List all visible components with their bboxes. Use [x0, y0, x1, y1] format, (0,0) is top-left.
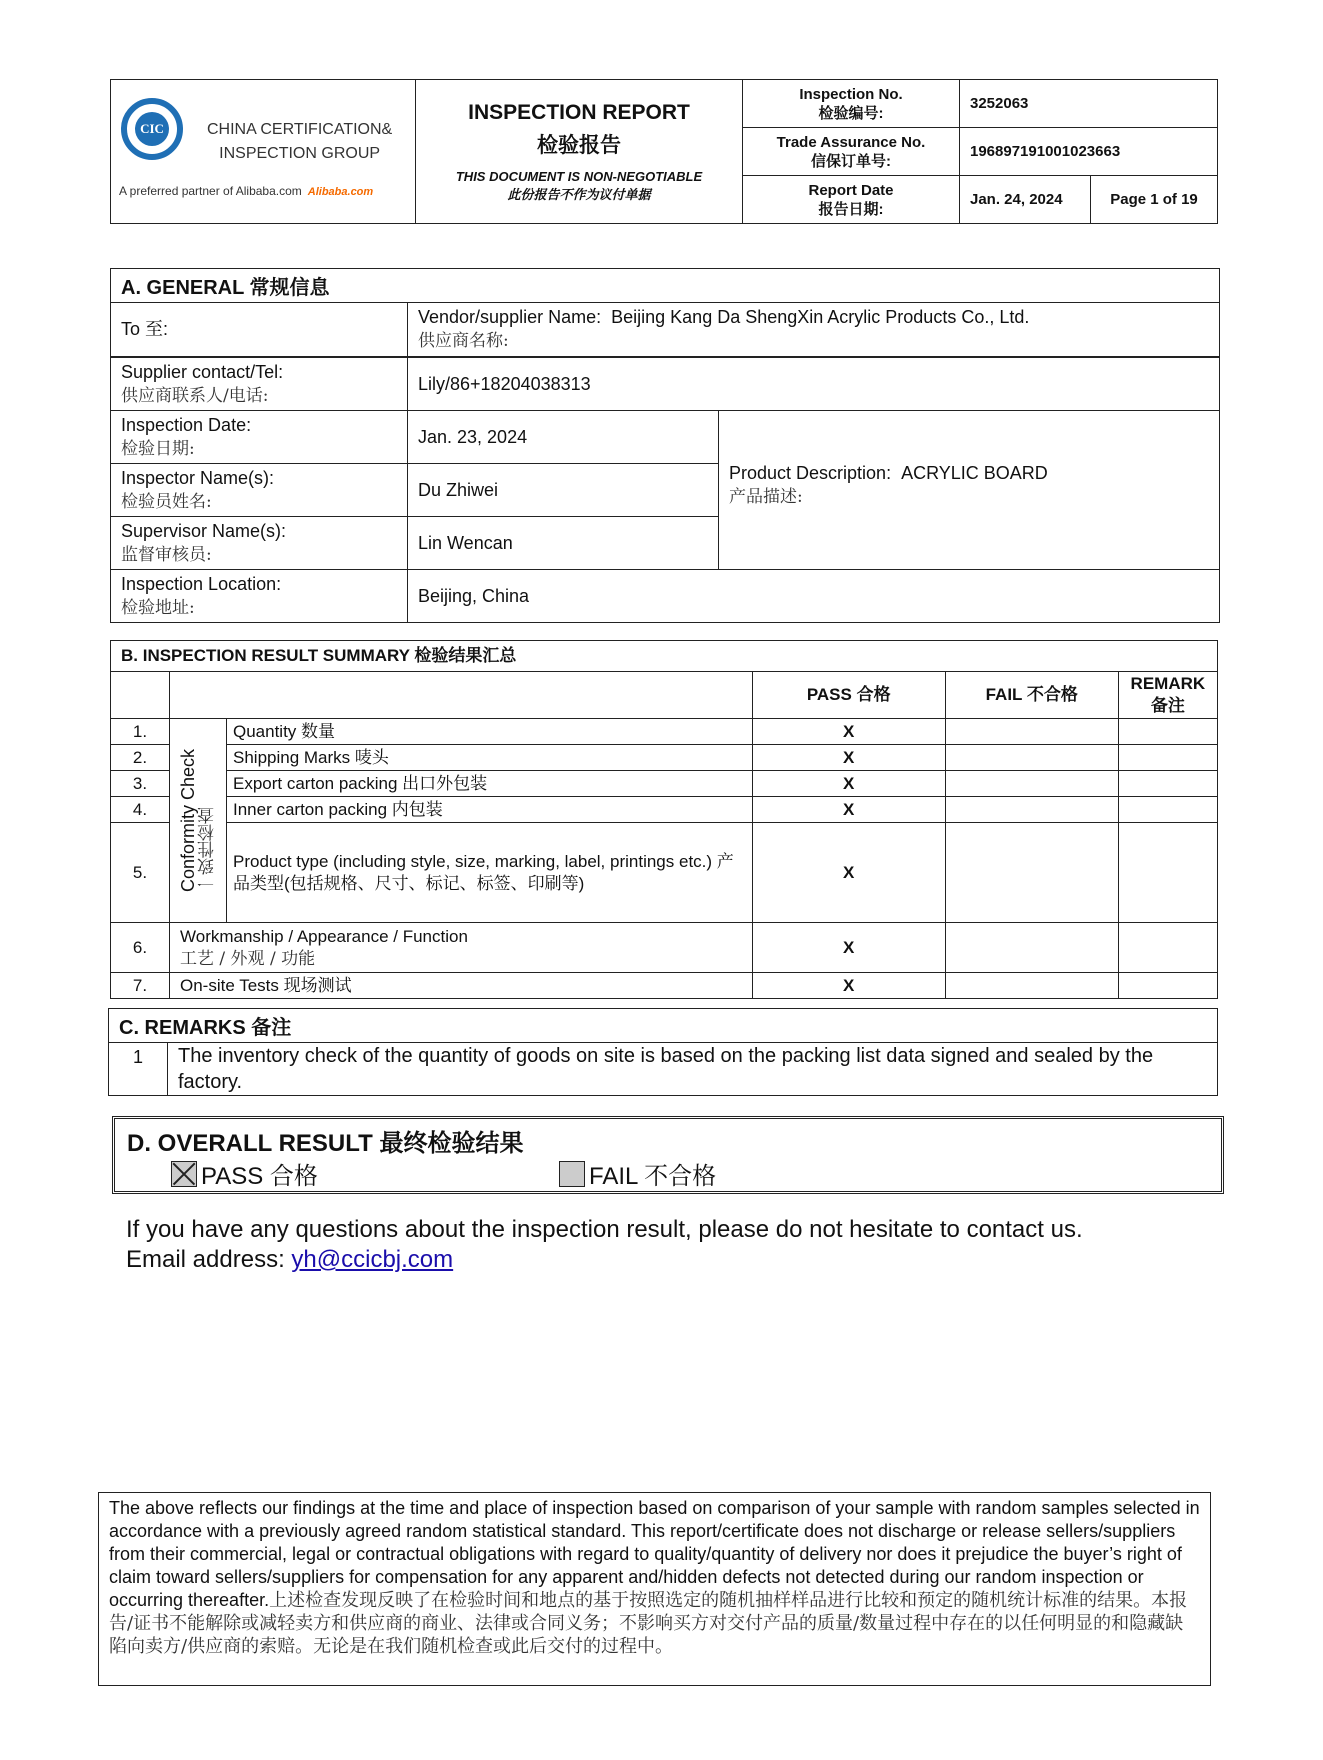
inspector-label: Inspector Name(s): 检验员姓名: — [111, 463, 408, 516]
report-header — [110, 79, 1218, 224]
col-pass: PASS 合格 — [752, 672, 945, 719]
page-number: Page 1 of 19 — [1091, 176, 1218, 224]
table-row: 2. Shipping Marks 唛头 X — [111, 745, 1218, 771]
alibaba-logo-icon: Alibaba.com — [307, 186, 374, 198]
conformity-check-group: Conformity Check 一致性检查 — [170, 719, 227, 923]
summary-heading: B. INSPECTION RESULT SUMMARY 检验结果汇总 — [111, 641, 1218, 672]
report-date-label: Report Date 报告日期: — [743, 176, 960, 224]
overall-heading: D. OVERALL RESULT 最终检验结果 — [127, 1130, 524, 1157]
report-date: Jan. 24, 2024 — [960, 176, 1091, 224]
vendor-name: Beijing Kang Da ShengXin Acrylic Products Co., Ltd. — [611, 307, 1030, 328]
logo-cell — [111, 80, 416, 224]
inspection-no: 3252063 — [960, 80, 1218, 128]
fail-checkbox[interactable]: FAIL 不合格 — [559, 1156, 716, 1191]
product-description: Product Description: ACRYLIC BOARD 产品描述: — [719, 410, 1220, 569]
supervisor-label: Supervisor Name(s): 监督审核员: — [111, 516, 408, 569]
remarks-section — [108, 1008, 1218, 1096]
pass-checkbox[interactable]: PASS 合格 — [171, 1156, 318, 1191]
inspector-name: Du Zhiwei — [408, 463, 719, 516]
supplier-contact: Lily/86+18204038313 — [408, 357, 1220, 411]
trade-assurance-label: Trade Assurance No. 信保订单号: — [743, 128, 960, 176]
table-row: 7. On-site Tests 现场测试 X — [111, 973, 1218, 999]
inspection-location: Beijing, China — [408, 569, 1220, 622]
remarks-heading: C. REMARKS 备注 — [109, 1009, 1218, 1043]
date-label: Inspection Date: 检验日期: — [111, 410, 408, 463]
cic-logo-icon: CIC — [121, 98, 183, 160]
location-label: Inspection Location: 检验地址: — [111, 569, 408, 622]
checkbox-empty-icon — [559, 1161, 585, 1187]
to-label: To 至: — [111, 303, 408, 357]
general-heading: A. GENERAL 常规信息 — [111, 269, 1220, 303]
org-name: CHINA CERTIFICATION& INSPECTION GROUP — [207, 121, 393, 162]
col-fail: FAIL 不合格 — [945, 672, 1118, 719]
disclaimer: The above reflects our findings at the time and place of inspection based on comparison of your sample with random samples selected in accordance with a previously agreed random statistical standard. This report/certificate does not discharge or release sellers/suppliers from their commercial, legal or contractual obligations with regard to quality/quantity of delivery nor does it prejudice the buyer’s right of claim toward sellers/suppliers for compensation for any apparent and/hidden defects not detected during our random inspection or occurring thereafter.上述检查发现反映了在检验时间和地点的基于按照选定的随机抽样样品进行比较和预定的随机统计标准的结果。本报告/证书不能解除或减轻卖方和供应商的商业、法律或合同义务；不影响买方对交付产品的质量/数量过程中存在的以任何明显的和隐藏缺陷向卖方/供应商的索赔。无论是在我们随机检查或此后交付的过程中。 — [98, 1492, 1211, 1686]
overall-result-section — [112, 1116, 1224, 1194]
summary-section — [110, 640, 1218, 999]
supervisor-name: Lin Wencan — [408, 516, 719, 569]
contact-info: If you have any questions about the inspection result, please do not hesitate to contact us. Email address: yh@ccicbj.com — [126, 1216, 1083, 1273]
general-section — [110, 268, 1220, 623]
remark-text: The inventory check of the quantity of goods on site is based on the packing list data signed and sealed by the factory. — [168, 1043, 1218, 1096]
table-row: 1. Conformity Check 一致性检查 Quantity 数量 X — [111, 719, 1218, 745]
list-item: 1 The inventory check of the quantity of goods on site is based on the packing list data signed and sealed by the factory. — [109, 1043, 1218, 1096]
col-remark: REMARK 备注 — [1118, 672, 1217, 719]
email-link[interactable]: yh@ccicbj.com — [291, 1246, 454, 1273]
partner-text: A preferred partner of Alibaba.com Alibaba.com — [119, 184, 374, 198]
checkbox-checked-icon — [171, 1161, 197, 1187]
contact-label: Supplier contact/Tel: 供应商联系人/电话: — [111, 357, 408, 411]
inspection-no-label: Inspection No. 检验编号: — [743, 80, 960, 128]
report-title: INSPECTION REPORT 检验报告 THIS DOCUMENT IS NON-NEGOTIABLE 此份报告不作为议付单据 — [416, 80, 743, 224]
trade-assurance-no: 196897191001023663 — [960, 128, 1218, 176]
table-row: 3. Export carton packing 出口外包装 X — [111, 771, 1218, 797]
table-row: 5. Product type (including style, size, marking, label, printings etc.) 产品类型(包括规格、尺寸、标记、标签、印刷等) X — [111, 823, 1218, 923]
inspection-date: Jan. 23, 2024 — [408, 410, 719, 463]
table-row: 6. Workmanship / Appearance / Function 工艺 / 外观 / 功能 X — [111, 923, 1218, 973]
table-row: 4. Inner carton packing 内包装 X — [111, 797, 1218, 823]
vendor-cell: Vendor/supplier Name: Beijing Kang Da ShengXin Acrylic Products Co., Ltd. 供应商名称: — [408, 303, 1220, 357]
